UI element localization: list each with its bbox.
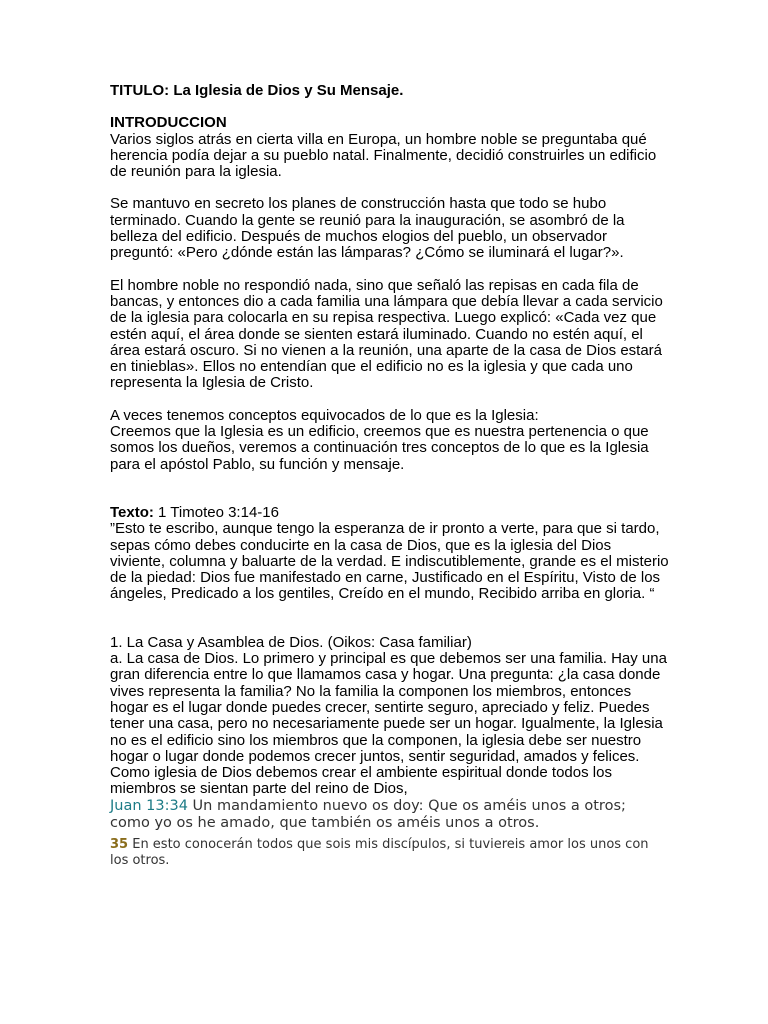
intro-paragraph-2: Se mantuvo en secreto los planes de construcción hasta que todo se hubo terminado. Cuando la gente se reunió para la inauguración, se asombró de la belleza del edificio. Después de muchos elogios del pueblo, un observador preguntó: «Pero ¿dónde están las lámparas? ¿Cómo se iluminará el lugar?».: [110, 195, 625, 262]
verse-number: 35: [110, 836, 129, 852]
text-reference: 1 Timoteo 3:14-16: [153, 503, 279, 521]
intro-heading: INTRODUCCION: [110, 114, 227, 132]
point-1-body: a. La casa de Dios. Lo primero y principal es que debemos ser una familia. Hay una gran diferencia entre lo que llamamos casa y hogar. Una pregunta: ¿la casa donde vives representa la familia? No la familia la componen los miembros, entonces hogar es el lugar donde puedes crecer, sentirte seguro, apreciado y feliz. Puedes tener una casa, pero no necesariamente puede ser un hogar. Igualmente, la Iglesia no es el edificio sino los miembros que la componen, la iglesia debe ser nuestro hogar o lugar donde podemos crecer juntos, sentir seguridad, amados y felices. Como iglesia de Dios debemos crear el ambiente espiritual donde todos los miembros se sientan parte del reino de Dios,: [110, 650, 667, 798]
text-label: Texto:: [110, 503, 154, 521]
document-body: [110, 83, 670, 869]
verse-35: [110, 837, 670, 869]
point-1-heading: 1. La Casa y Asamblea de Dios. (Oikos: Casa familiar): [110, 633, 472, 651]
verse-reference: Juan 13:34: [110, 797, 188, 814]
intro-paragraph-5: Creemos que la Iglesia es un edificio, creemos que es nuestra pertenencia o que somos los dueños, veremos a continuación tres conceptos de lo que es la Iglesia para el apóstol Pablo, su función y mensaje.: [110, 423, 649, 473]
intro-paragraph-3: El hombre noble no respondió nada, sino que señaló las repisas en cada fila de bancas, y entonces dio a cada familia una lámpara que debía llevar a cada servicio de la iglesia para colocarla en su repisa respectiva. Luego explicó: «Cada vez que estén aquí, el área donde se sienten estará iluminado. Cuando no estén aquí, el área estará oscuro. Si no vienen a la reunión, una aparte de la casa de Dios estará en tinieblas». Ellos no entendían que el edificio no es la iglesia y que cada uno representa la Iglesia de Cristo.: [110, 276, 663, 392]
text-quote: ”Esto te escribo, aunque tengo la esperanza de ir pronto a verte, para que si tardo, sepas cómo debes conducirte en la casa de Dios, que es la iglesia del Dios viviente, columna y baluarte de la verdad. E indiscutiblemente, grande es el misterio de la piedad: Dios fue manifestado en carne, Justificado en el Espíritu, Visto de los ángeles, Predicado a los gentiles, Creído en el mundo, Recibido arriba en gloria. “: [110, 520, 669, 603]
document-title: TITULO: La Iglesia de Dios y Su Mensaje.: [110, 82, 404, 99]
intro-paragraph-1: Varios siglos atrás en cierta villa en Europa, un hombre noble se preguntaba qué herencia podía dejar a su pueblo natal. Finalmente, decidió construirles un edificio de reunión para la iglesia.: [110, 130, 657, 181]
verse-35-text: En esto conocerán todos que sois mis discípulos, si tuviereis amor los unos con los otros.: [110, 836, 649, 868]
intro-paragraph-4: A veces tenemos conceptos equivocados de lo que es la Iglesia:: [110, 406, 539, 424]
text-reference-line: [110, 505, 670, 521]
verse-juan-13-34: [110, 798, 670, 832]
verse-text: Un mandamiento nuevo os doy: Que os améis unos a otros; como yo os he amado, que también os améis unos a otros.: [110, 797, 626, 831]
